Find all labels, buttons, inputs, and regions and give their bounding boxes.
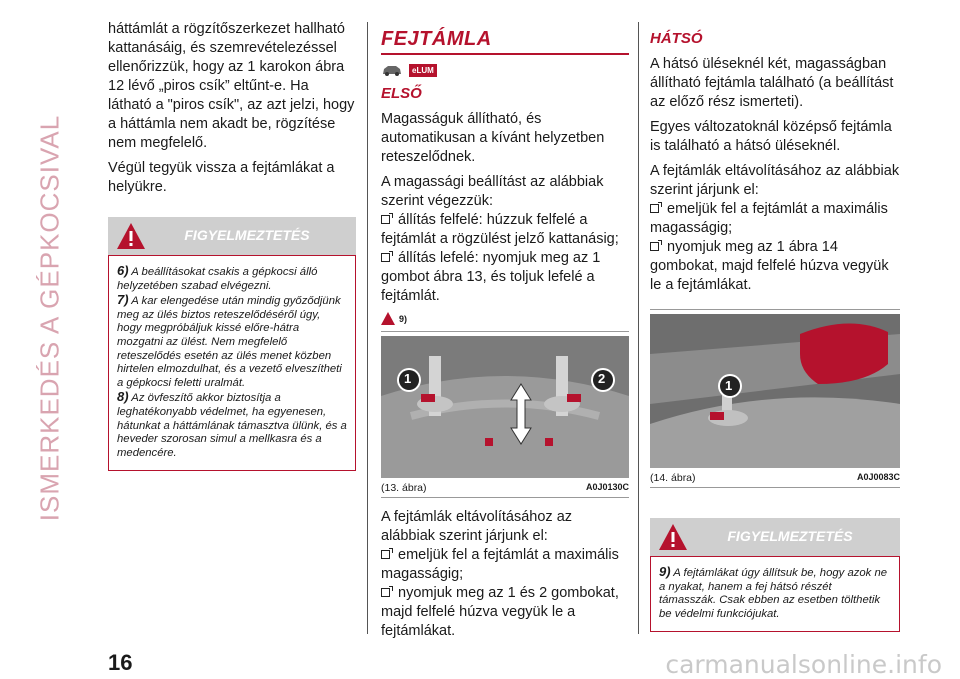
variant-icons — [381, 63, 629, 77]
column-divider — [367, 22, 368, 634]
warning-item — [659, 565, 891, 621]
bullet-text: nyomjuk meg az 1 és 2 gombokat, majd felfelé húzva vegyük le a fejtámlákat. — [381, 585, 619, 639]
bullet-text: állítás lefelé: nyomjuk meg az 1 gombot ábra 13, és toljuk lefelé a fejtámlát. — [381, 250, 601, 304]
figure-callout: 1 — [404, 371, 412, 386]
warning-box — [108, 217, 356, 471]
warning-header — [108, 217, 356, 255]
column-1 — [108, 20, 356, 471]
checkbox-bullet-icon — [650, 204, 659, 213]
paragraph: A magassági beállítást az alábbiak szerint végezzük: — [381, 174, 604, 209]
section-heading: FEJTÁMLA — [381, 28, 492, 50]
paragraph: Egyes változatoknál középső fejtámla is található a hátsó üléseknél. — [650, 119, 892, 154]
paragraph: A hátsó üléseknél két, magasságban állítható fejtámla található (a beállítást az előző rész ismerteti). — [650, 56, 894, 110]
bullet-item — [381, 249, 629, 306]
paragraph: Magasságuk állítható, és automatikusan a kívánt helyzetben reteszelődnek. — [381, 111, 605, 165]
figure-callout: 2 — [598, 371, 606, 386]
checkbox-bullet-icon — [381, 550, 390, 559]
bullet-text: emeljük fel a fejtámlát a maximális magasságig; — [381, 547, 619, 582]
warning-text: A kar elengedése után mindig győződjünk meg az ülés biztos reteszelődéséről úgy, hogy megpróbáljuk kissé előre-hátra mozgatni az ülést. Nem megfelelő reteszelődés esetén az ülés menet közben hirtelen elmozdulhat, és a vezető elveszítheti a gépkocsi feletti uralmát. — [117, 295, 342, 389]
bullet-item — [650, 200, 900, 238]
paragraph: A fejtámlák eltávolításához az alábbiak szerint járjunk el: — [381, 509, 573, 544]
headrest-front-illustration — [381, 336, 629, 478]
section-side-title: ISMERKEDÉS A GÉPKOCSIVAL — [34, 114, 65, 522]
warning-title: FIGYELMEZTETÉS — [184, 227, 310, 243]
warning-triangle-icon — [381, 312, 395, 325]
checkbox-bullet-icon — [381, 215, 390, 224]
watermark: carmanualsonline.info — [665, 650, 942, 679]
bullet-text: emeljük fel a fejtámlát a maximális magasságig; — [650, 201, 888, 236]
warning-item — [117, 293, 347, 390]
warning-header — [650, 518, 900, 556]
paragraph: Végül tegyük vissza a fejtámlákat a helyükre. — [108, 160, 335, 195]
figure-caption — [381, 482, 629, 498]
warning-body — [108, 255, 356, 471]
bullet-item — [381, 584, 629, 641]
warning-number: 9) — [659, 564, 671, 579]
warning-number: 7) — [117, 292, 129, 308]
paragraph: A fejtámlák eltávolításához az alábbiak szerint járjunk el: — [650, 163, 900, 198]
checkbox-bullet-icon — [650, 242, 659, 251]
subsection-heading: ELSŐ — [381, 85, 422, 102]
variant-badge: eLUM — [409, 64, 437, 77]
warning-ref-number: 9) — [399, 313, 408, 324]
heading-rule — [381, 53, 629, 55]
warning-number: 6) — [117, 263, 129, 278]
page-number: 16 — [108, 650, 133, 675]
column-divider — [638, 22, 639, 634]
warning-item — [117, 264, 347, 293]
warning-text: A fejtámlákat úgy állítsuk be, hogy azok ne a nyakat, hanem a fej hátsó részét támasszák. Csak ebben az esetben tölthetik be védelmi funkciójukat. — [659, 567, 888, 620]
figure-caption-text: (13. ábra) — [381, 482, 427, 494]
figure-code: A0J0083C — [856, 472, 900, 482]
bullet-item — [381, 211, 629, 249]
bullet-text: nyomjuk meg az 1 ábra 14 gombokat, majd felfelé húzva vegyük le a fejtámlákat. — [650, 239, 889, 293]
car-icon — [381, 63, 403, 77]
figure-code: A0J0130C — [585, 482, 629, 492]
warning-item — [117, 390, 347, 460]
bullet-item — [650, 238, 900, 295]
column-2 — [381, 20, 629, 647]
bullet-item — [381, 546, 629, 584]
figure-caption — [650, 472, 900, 488]
headrest-rear-illustration — [650, 314, 900, 468]
column-3 — [650, 20, 900, 632]
warning-title: FIGYELMEZTETÉS — [727, 528, 853, 544]
warning-body — [650, 556, 900, 632]
figure-14-image — [650, 314, 900, 468]
checkbox-bullet-icon — [381, 253, 390, 262]
warning-text: Az övfeszítő akkor biztosítja a leghatékonyabb védelmet, ha egyenesen, hátunkat a háttámlának támasztva ülünk, és a heveder szorosan simul a mellkasra és a medencére. — [117, 392, 347, 459]
checkbox-bullet-icon — [381, 588, 390, 597]
warning-box — [650, 518, 900, 632]
warning-reference — [381, 312, 629, 325]
warning-number: 8) — [117, 389, 129, 405]
paragraph: háttámlát a rögzítőszerkezet hallható kattanásáig, és szemrevételezéssel ellenőrizzük, hogy az 1 karokon ábra 12 lévő „piros csík” eltűnt-e. Ha látható a "piros csík", az azt jelzi, hogy a háttámla nem akadt be, rögzítése nem megfelelő. — [108, 21, 355, 151]
warning-text: A beállításokat csakis a gépkocsi álló helyzetében szabad elvégezni. — [117, 266, 318, 292]
figure-13-image — [381, 336, 629, 478]
figure-callout: 1 — [725, 378, 733, 393]
figure-caption-text: (14. ábra) — [650, 472, 696, 484]
subsection-heading: HÁTSÓ — [650, 30, 703, 47]
bullet-text: állítás felfelé: húzzuk felfelé a fejtámlát a rögzülést jelző kattanásig; — [381, 212, 619, 247]
